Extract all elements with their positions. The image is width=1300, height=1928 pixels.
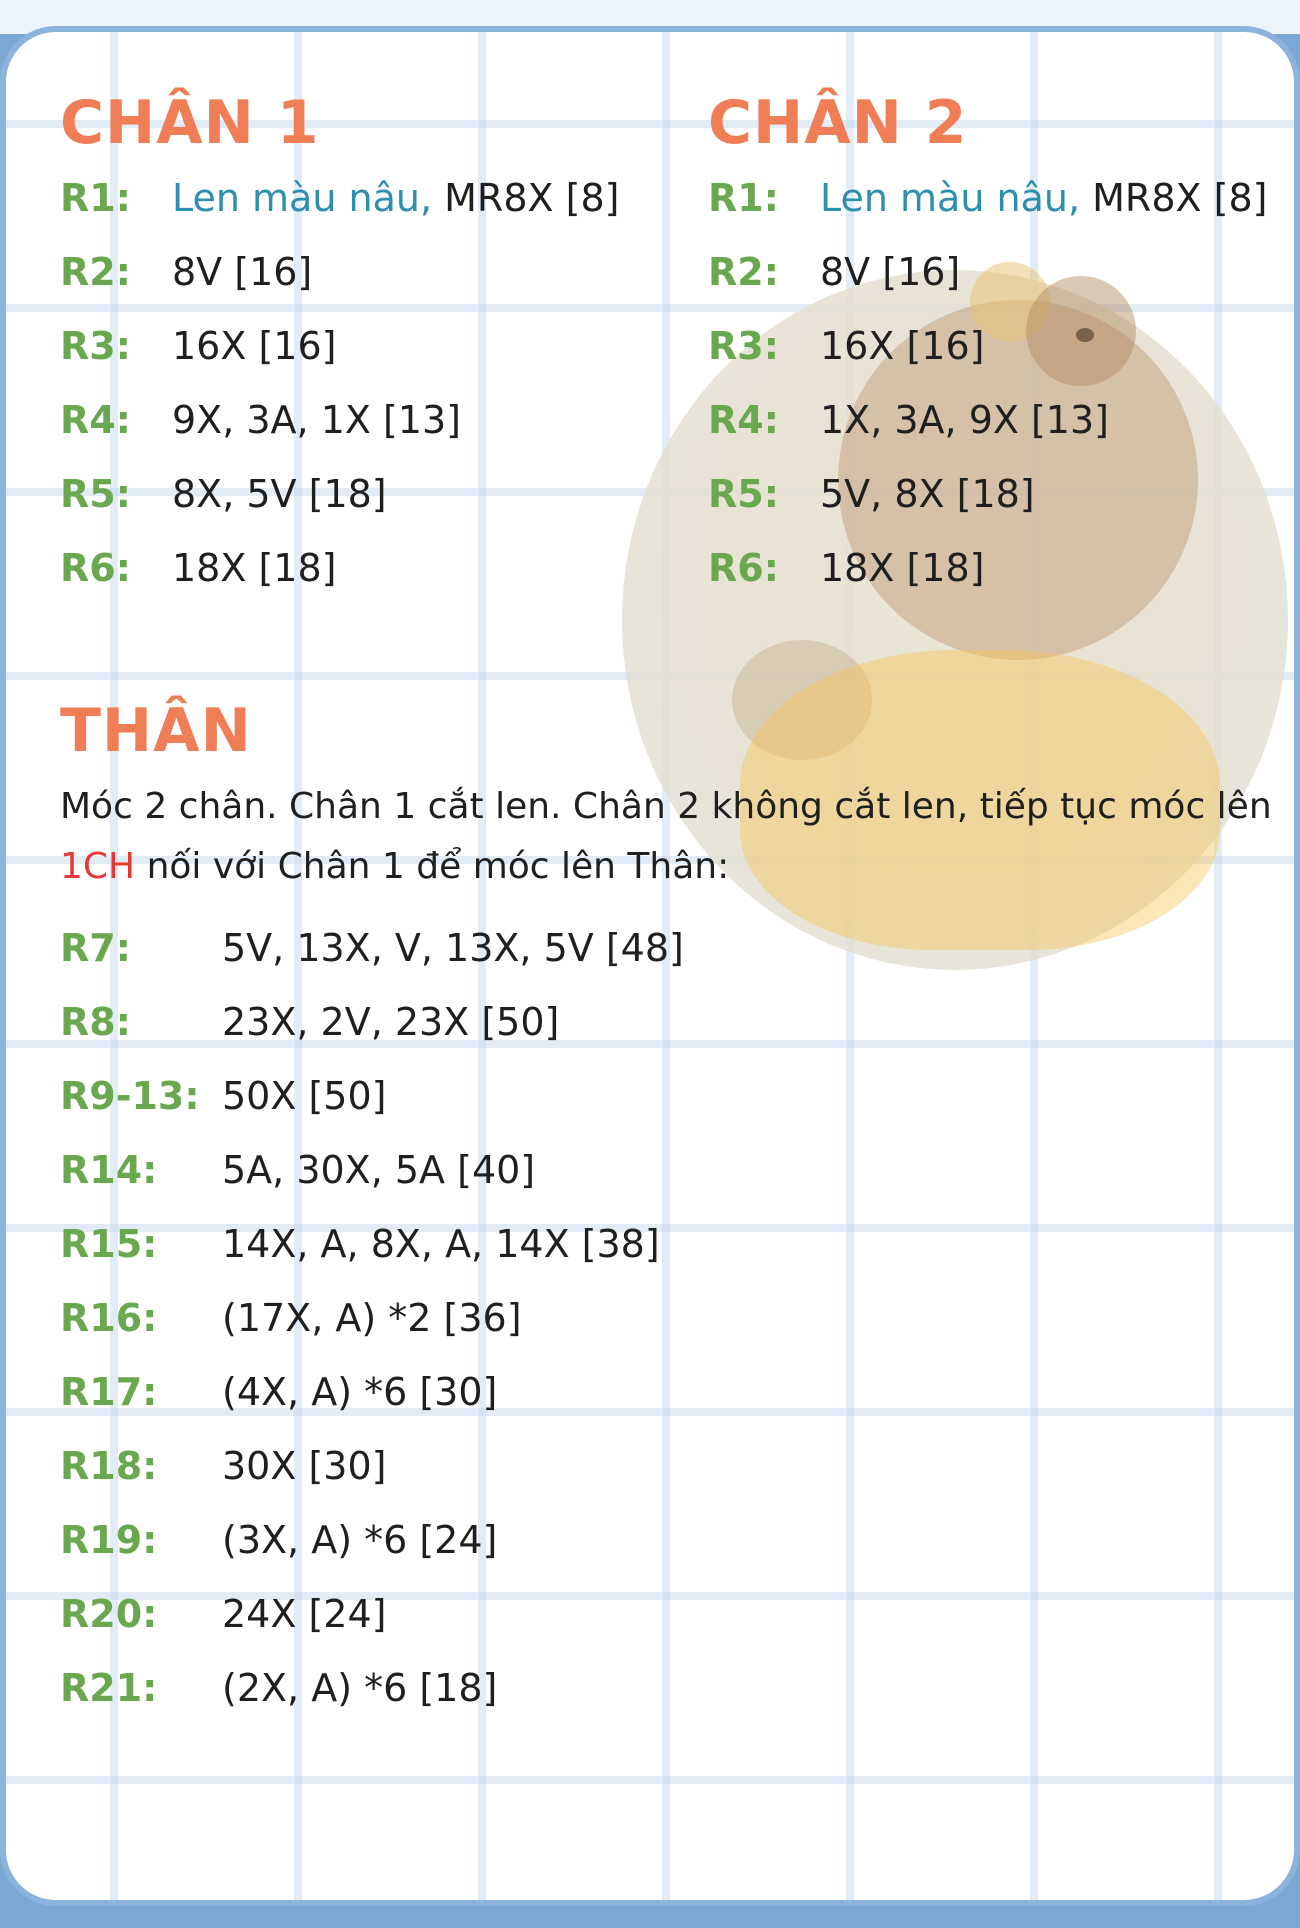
than-row-label: R20: xyxy=(60,1592,158,1636)
than-row-label: R17: xyxy=(60,1370,158,1414)
than-row-label: R7: xyxy=(60,926,131,970)
chan2-row-value: 5V, 8X [18] xyxy=(820,472,1035,516)
chan1-heading: CHÂN 1 xyxy=(60,88,320,158)
chan1-row-label: R4: xyxy=(60,398,131,442)
chan1-row-value xyxy=(172,176,619,220)
than-row-label: R21: xyxy=(60,1666,158,1710)
chan1-row-label: R3: xyxy=(60,324,131,368)
chan2-row-value: 1X, 3A, 9X [13] xyxy=(820,398,1109,442)
than-row-value: (17X, A) *2 [36] xyxy=(222,1296,522,1340)
yarn-note: Len màu nâu, xyxy=(172,176,433,220)
chan2-row-label: R3: xyxy=(708,324,779,368)
than-row-label: R15: xyxy=(60,1222,158,1266)
than-row-label: R8: xyxy=(60,1000,131,1044)
than-row-value: 23X, 2V, 23X [50] xyxy=(222,1000,560,1044)
than-row-value: 14X, A, 8X, A, 14X [38] xyxy=(222,1222,660,1266)
than-row-value: 5V, 13X, V, 13X, 5V [48] xyxy=(222,926,684,970)
row-instruction: MR8X [8] xyxy=(444,176,620,220)
than-row-label: R14: xyxy=(60,1148,158,1192)
chan2-row-label: R2: xyxy=(708,250,779,294)
chan1-row-value: 18X [18] xyxy=(172,546,337,590)
chan2-row-label: R1: xyxy=(708,176,779,220)
than-row-value: 24X [24] xyxy=(222,1592,387,1636)
chan2-row-value: 18X [18] xyxy=(820,546,985,590)
than-row-label: R16: xyxy=(60,1296,158,1340)
chan2-row-value: 8V [16] xyxy=(820,250,961,294)
chain-highlight: 1CH xyxy=(60,846,136,887)
chan1-row-value: 8V [16] xyxy=(172,250,313,294)
than-intro-line1: Móc 2 chân. Chân 1 cắt len. Chân 2 không cắt len, tiếp tục móc lên xyxy=(60,786,1272,827)
chan2-row-value xyxy=(820,176,1267,220)
than-row-value: (2X, A) *6 [18] xyxy=(222,1666,498,1710)
chan2-row-label: R4: xyxy=(708,398,779,442)
chan1-row-label: R1: xyxy=(60,176,131,220)
bear-eye-shape xyxy=(1076,328,1094,342)
chan1-row-value: 16X [16] xyxy=(172,324,337,368)
than-row-value: 50X [50] xyxy=(222,1074,387,1118)
than-row-value: (4X, A) *6 [30] xyxy=(222,1370,498,1414)
than-intro-line2 xyxy=(60,846,729,887)
chan1-row-label: R2: xyxy=(60,250,131,294)
chan1-row-label: R5: xyxy=(60,472,131,516)
chan1-row-label: R6: xyxy=(60,546,131,590)
than-row-value: (3X, A) *6 [24] xyxy=(222,1518,498,1562)
than-row-label: R18: xyxy=(60,1444,158,1488)
than-row-value: 5A, 30X, 5A [40] xyxy=(222,1148,536,1192)
intro-text: nối với Chân 1 để móc lên Thân: xyxy=(135,846,730,887)
than-row-label: R19: xyxy=(60,1518,158,1562)
than-heading: THÂN xyxy=(60,696,252,766)
chan2-row-label: R6: xyxy=(708,546,779,590)
than-row-value: 30X [30] xyxy=(222,1444,387,1488)
chan1-row-value: 9X, 3A, 1X [13] xyxy=(172,398,461,442)
row-instruction: MR8X [8] xyxy=(1092,176,1268,220)
yarn-note: Len màu nâu, xyxy=(820,176,1081,220)
chan2-heading: CHÂN 2 xyxy=(708,88,968,158)
chan2-row-label: R5: xyxy=(708,472,779,516)
chan2-row-value: 16X [16] xyxy=(820,324,985,368)
chan1-row-value: 8X, 5V [18] xyxy=(172,472,387,516)
than-row-label: R9-13: xyxy=(60,1074,200,1118)
